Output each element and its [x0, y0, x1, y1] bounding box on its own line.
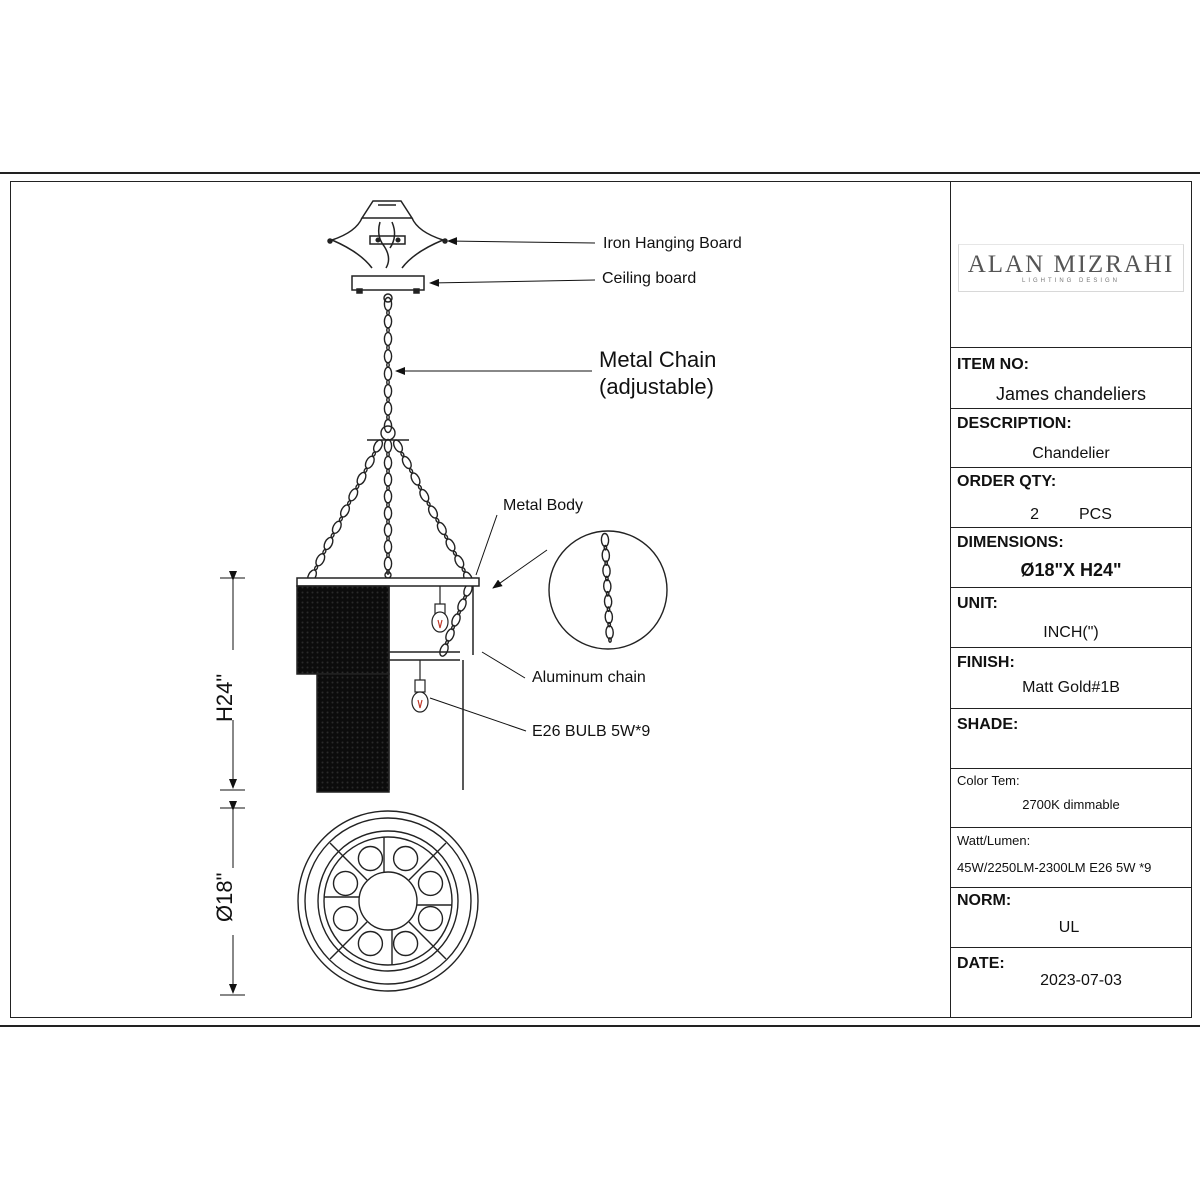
- chain-link: [602, 549, 610, 562]
- label-metal-body: Metal Body: [503, 497, 584, 514]
- label-aluminum-chain: Aluminum chain: [532, 669, 646, 686]
- chain-link: [456, 598, 468, 613]
- label-metal-chain: Metal Chain: [599, 347, 717, 372]
- watt-lumen-value: 45W/2250LM-2300LM E26 5W *9: [957, 860, 1152, 875]
- shade-label: SHADE:: [957, 716, 1019, 733]
- callout-leaders: [396, 241, 595, 731]
- plan-spoke: [409, 843, 446, 880]
- diameter-dimension-text: Ø18": [212, 872, 237, 922]
- chain-link: [438, 643, 450, 658]
- metal-body: [297, 578, 479, 792]
- divider: [950, 408, 1192, 409]
- item-no-label: ITEM NO:: [957, 356, 1029, 373]
- chain-link: [384, 385, 391, 398]
- brand-name: ALAN MIZRAHI: [967, 251, 1175, 278]
- chain-link: [392, 439, 404, 454]
- plan-bulb: [358, 932, 382, 956]
- bulb-illustrations: [412, 586, 448, 712]
- plan-bulb: [358, 847, 382, 871]
- chain-link: [384, 490, 391, 503]
- chain-link: [604, 595, 612, 608]
- item-no-value: James chandeliers: [995, 384, 1147, 404]
- dimensions-value: Ø18"X H24": [1020, 560, 1122, 580]
- norm-label: NORM:: [957, 892, 1012, 909]
- divider: [950, 887, 1192, 888]
- unit-label: UNIT:: [957, 595, 998, 612]
- chain-link: [322, 536, 334, 551]
- chain-link: [401, 455, 413, 470]
- chain-link: [450, 613, 462, 628]
- chain-link: [601, 533, 609, 546]
- chain-ring: [385, 572, 391, 578]
- plan-bulb: [334, 871, 358, 895]
- chain-link: [384, 440, 391, 453]
- chain-link: [453, 554, 465, 569]
- color-tem-label: Color Tem:: [957, 773, 1020, 788]
- dimensions-label: DIMENSIONS:: [957, 534, 1064, 551]
- plan-bulb: [419, 907, 443, 931]
- order-qty-value: [950, 506, 1192, 524]
- divider: [950, 708, 1192, 709]
- chain-link: [384, 332, 391, 345]
- chain-link: [347, 487, 359, 502]
- chain-link: [384, 473, 391, 486]
- date-label: DATE:: [957, 955, 1005, 972]
- color-tem-value: 2700K dimmable: [1022, 797, 1120, 812]
- metal-chain: [367, 298, 409, 441]
- chain-link: [384, 402, 391, 415]
- date-value: 2023-07-03: [1040, 972, 1122, 989]
- divider: [950, 527, 1192, 528]
- chain-link: [339, 504, 351, 519]
- chain-link: [384, 540, 391, 553]
- label-iron-hanging-board: Iron Hanging Board: [603, 235, 742, 252]
- divider: [950, 587, 1192, 588]
- label-metal-chain-adjustable: (adjustable): [599, 374, 714, 399]
- chain-link: [603, 580, 611, 593]
- order-qty-unit: PCS: [1079, 506, 1112, 523]
- divider: [950, 347, 1192, 348]
- order-qty-label: ORDER QTY:: [957, 473, 1057, 490]
- chain-link: [384, 524, 391, 537]
- chain-link: [444, 628, 456, 643]
- top-view-plan: [298, 811, 478, 991]
- order-qty-number: 2: [1030, 506, 1039, 523]
- plan-spoke: [409, 922, 446, 959]
- description-label: DESCRIPTION:: [957, 415, 1072, 432]
- chain-link: [384, 507, 391, 520]
- finish-label: FINISH:: [957, 654, 1015, 671]
- brand-logo: [958, 244, 1184, 292]
- chain-link: [605, 610, 613, 623]
- chain-link: [384, 315, 391, 328]
- plan-spoke: [330, 843, 367, 880]
- divider: [950, 947, 1192, 948]
- divider: [950, 467, 1192, 468]
- unit-value: INCH("): [1043, 624, 1099, 641]
- height-dimension-text: H24": [212, 673, 237, 722]
- plan-bulb: [394, 932, 418, 956]
- divider: [950, 827, 1192, 828]
- chain-link: [331, 520, 343, 535]
- divider: [950, 647, 1192, 648]
- iron-hanging-board: [328, 201, 447, 268]
- plan-spoke: [330, 922, 367, 959]
- chain-link: [387, 328, 389, 332]
- chain-link: [418, 488, 430, 503]
- plan-bulb: [394, 847, 418, 871]
- chain-link: [444, 538, 456, 553]
- watt-lumen-label: Watt/Lumen:: [957, 833, 1031, 848]
- aluminum-chain-detail: [549, 531, 667, 649]
- chain-link: [314, 552, 326, 567]
- chain-link: [609, 638, 612, 643]
- brand-tagline: LIGHTING DESIGN: [1021, 278, 1120, 284]
- norm-value: UL: [1058, 919, 1080, 936]
- chain-link: [372, 439, 384, 454]
- finish-value: Matt Gold#1B: [1022, 679, 1120, 696]
- chain-link: [409, 472, 421, 487]
- label-ceiling-board: Ceiling board: [602, 270, 697, 287]
- chain-link: [603, 564, 611, 577]
- label-bulb: E26 BULB 5W*9: [532, 723, 651, 740]
- divider: [950, 768, 1192, 769]
- chain-link: [364, 455, 376, 470]
- chain-link: [384, 350, 391, 363]
- chain-link: [384, 557, 391, 570]
- chain-link: [384, 456, 391, 469]
- chain-link: [384, 367, 391, 380]
- chain-link: [606, 626, 614, 639]
- plan-bulb: [419, 871, 443, 895]
- chain-link: [427, 505, 439, 520]
- plan-bulb: [334, 907, 358, 931]
- description-value: Chandelier: [1032, 445, 1110, 462]
- chain-link: [436, 521, 448, 536]
- chain-link: [355, 471, 367, 486]
